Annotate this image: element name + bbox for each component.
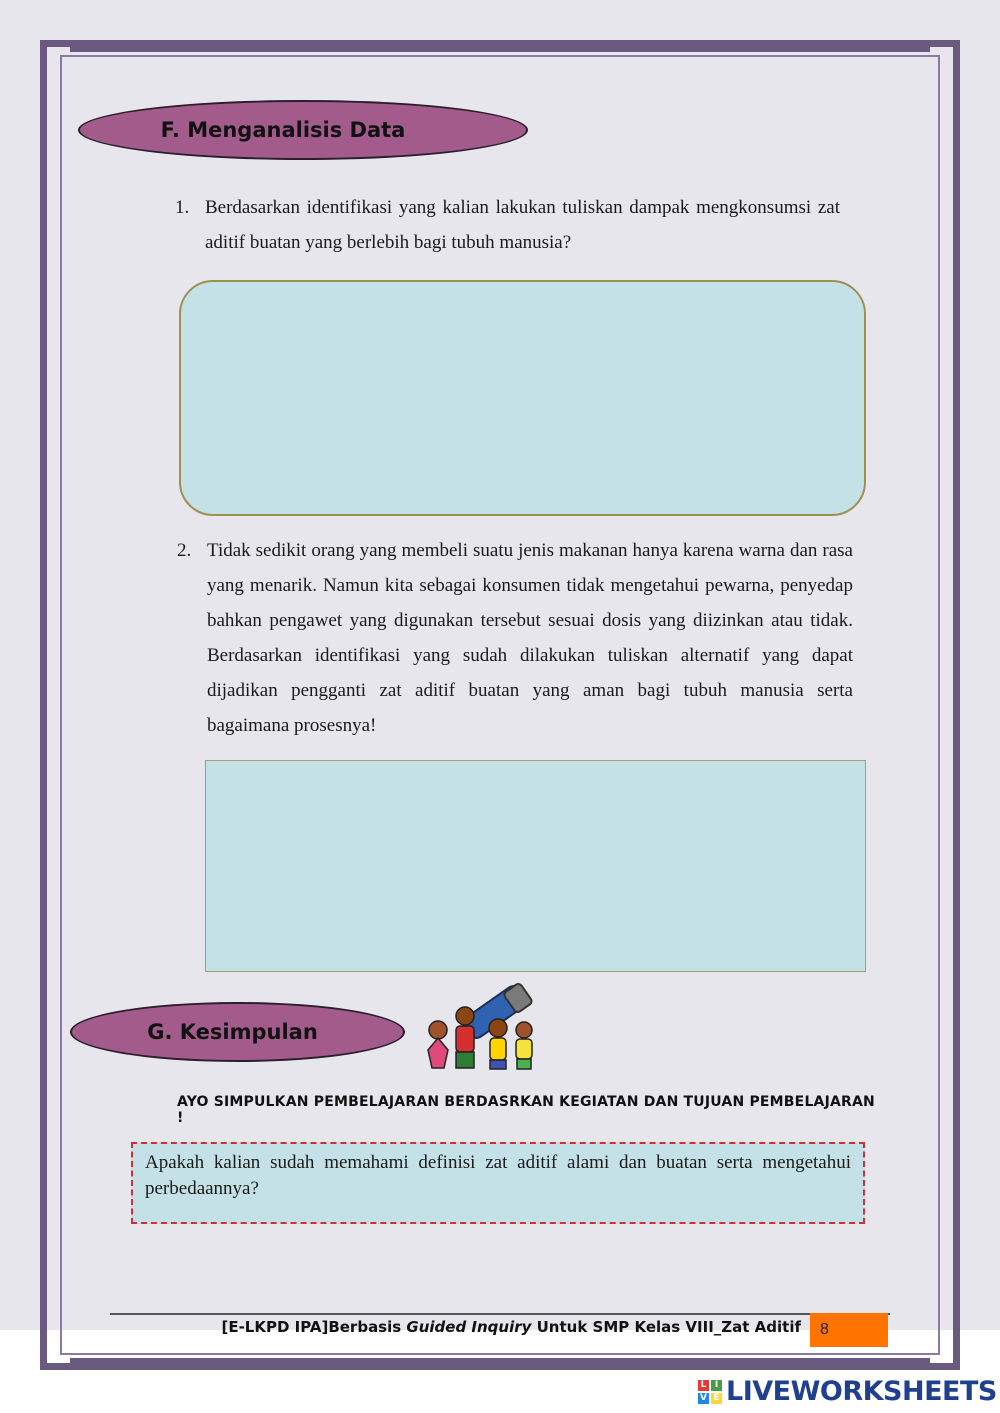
answer-box-1[interactable] bbox=[179, 280, 866, 516]
question-1 bbox=[175, 190, 840, 260]
logo-grid-icon bbox=[698, 1380, 722, 1404]
child-figure-icon bbox=[489, 1019, 507, 1069]
children-pencil-illustration bbox=[420, 980, 550, 1075]
page-number-badge: 8 bbox=[810, 1313, 888, 1347]
child-figure-icon bbox=[428, 1021, 448, 1068]
child-figure-icon bbox=[456, 1007, 474, 1068]
footer-suffix: Untuk SMP Kelas VIII_Zat Aditif bbox=[531, 1318, 801, 1336]
logo-grid-cell: E bbox=[711, 1393, 722, 1404]
page-frame-top-accent bbox=[70, 40, 930, 52]
logo-grid-cell: L bbox=[698, 1380, 709, 1391]
conclusion-instruction: AYO SIMPULKAN PEMBELAJARAN BERDASRKAN KEGIATAN DAN TUJUAN PEMBELAJARAN ! bbox=[177, 1094, 875, 1126]
section-f-heading: F. Menganalisis Data bbox=[78, 100, 528, 160]
page-frame-bottom-accent bbox=[70, 1358, 930, 1370]
logo-grid-cell: I bbox=[711, 1380, 722, 1391]
child-figure-icon bbox=[516, 1022, 532, 1069]
question-2-number: 2. bbox=[177, 540, 192, 561]
liveworksheets-logo bbox=[698, 1376, 997, 1407]
answer-box-2[interactable] bbox=[205, 760, 866, 972]
conclusion-question-text: Apakah kalian sudah memahami definisi zat aditif alami dan buatan serta mengetahui perbedaannya? bbox=[145, 1152, 851, 1199]
footer-divider bbox=[110, 1313, 890, 1315]
question-2-text: Tidak sedikit orang yang membeli suatu jenis makanan hanya karena warna dan rasa yang menarik. Namun kita sebagai konsumen tidak mengetahui pewarna, penyedap bahkan pengawet yang digunakan tersebut sesuai dosis yang diizinkan atau tidak. Berdasarkan identifikasi yang sudah dilakukan tuliskan alternatif yang dapat dijadikan pengganti zat aditif buatan yang aman bagi tubuh manusia serta bagaimana prosesnya! bbox=[207, 540, 853, 736]
logo-grid-cell: V bbox=[698, 1393, 709, 1404]
logo-wordmark: LIVEWORKSHEETS bbox=[726, 1376, 997, 1407]
footer-italic: Guided Inquiry bbox=[406, 1318, 532, 1336]
question-2 bbox=[177, 533, 853, 743]
footer-text bbox=[221, 1318, 801, 1336]
footer-prefix: [E-LKPD IPA]Berbasis bbox=[221, 1318, 407, 1336]
question-1-number: 1. bbox=[175, 197, 190, 218]
conclusion-question-box[interactable] bbox=[131, 1142, 865, 1224]
question-1-text: Berdasarkan identifikasi yang kalian lakukan tuliskan dampak mengkonsumsi zat aditif buatan yang berlebih bagi tubuh manusia? bbox=[205, 197, 840, 253]
section-g-heading: G. Kesimpulan bbox=[70, 1002, 405, 1062]
